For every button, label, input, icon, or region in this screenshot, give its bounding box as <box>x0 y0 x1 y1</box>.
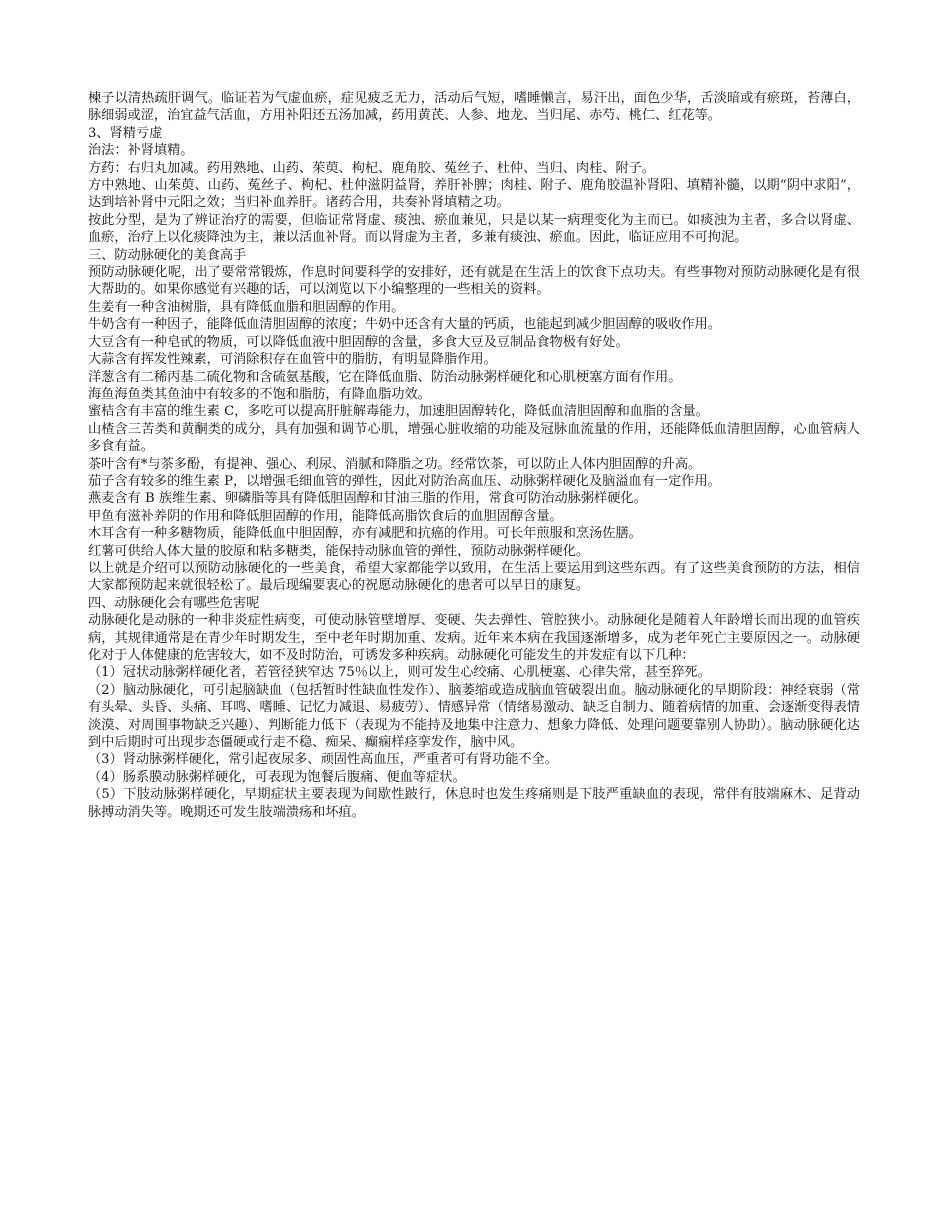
paragraph-12: 洋葱含有二稀丙基二硫化物和含硫氨基酸，它在降低血脂、防治动脉粥样硬化和心肌梗塞方面有作用。 <box>88 369 682 385</box>
paragraph-8: 生姜有一种含油树脂，具有降低血脂和胆固醇的作用。 <box>88 299 405 315</box>
paragraph-3: 方药：右归丸加减。药用熟地、山药、茱萸、枸杞、鹿角胶、菟丝子、杜仲、当归、肉桂、附子。 <box>88 160 656 176</box>
paragraph-29: （5）下肢动脉粥样硬化，早期症状主要表现为间歇性跛行，休息时也发生疼痛则是下肢严重缺血的表现，常伴有肢端麻木、足背动脉搏动消失等。晚期还可发生肢端溃疡和坏疽。 <box>88 787 860 820</box>
paragraph-7: 预防动脉硬化呢，出了要常常锻炼，作息时间要科学的安排好，还有就是在生活上的饮食下点功夫。有些事物对预防动脉硬化是有很大帮助的。如果你感觉有兴趣的话，可以浏览以下小编整理的一些相关的资料。 <box>88 265 860 298</box>
paragraph-15: 山楂含三苦类和黄酮类的成分，具有加强和调节心肌，增强心脏收缩的功能及冠脉血流量的作用，还能降低血清胆固醇，心血管病人多食有益。 <box>88 421 860 455</box>
paragraph-27: （3）肾动脉粥样硬化，常引起夜尿多、顽固性高血压，严重者可有肾功能不全。 <box>88 752 558 768</box>
paragraph-9: 牛奶含有一种因子，能降低血清胆固醇的浓度；牛奶中还含有大量的钙质，也能起到减少胆固醇的吸收作用。 <box>88 317 721 333</box>
paragraph-21: 红薯可供给人体大量的胶原和粘多糖类，能保持动脉血管的弹性，预防动脉粥样硬化。 <box>88 543 590 559</box>
paragraph-10: 大豆含有一种皂甙的物质，可以降低血液中胆固醇的含量，多食大豆及豆制品食物极有好处。 <box>88 334 629 350</box>
document-body <box>88 90 860 821</box>
paragraph-5: 按此分型，是为了辨证治疗的需要，但临证常肾虚、痰浊、瘀血兼见，只是以某一病理变化为主而已。如痰浊为主者，多合以肾虚、血瘀，治疗上以化痰降浊为主，兼以活血补肾。而以肾虚为主者，多兼有痰浊、瘀血。因此，临证应用不可拘泥。 <box>88 212 860 246</box>
paragraph-25: （1）冠状动脉粥样硬化者，若管径狭窄达 75％以上，则可发生心绞痛、心肌梗塞、心律失常，甚至猝死。 <box>88 665 711 681</box>
paragraph-11: 大蒜含有挥发性辣素，可消除积存在血管中的脂肪，有明显降脂作用。 <box>88 352 497 368</box>
paragraph-24: 动脉硬化是动脉的一种非炎症性病变，可使动脉管壁增厚、变硬、失去弹性、管腔狭小。动脉硬化是随着人年龄增长而出现的血管疾病，其规律通常是在青少年时期发生，至中老年时期加重、发病。近年来本病在我国逐渐增多，成为老年死亡主要原因之一。动脉硬化对于人体健康的危害较大，如不及时防治，可诱发多种疾病。动脉硬化可能发生的并发症有以下几种： <box>88 613 860 663</box>
section-heading-kidney-essence: 3、肾精亏虚 <box>88 125 163 141</box>
paragraph-22: 以上就是介绍可以预防动脉硬化的一些美食，希望大家都能学以致用，在生活上要运用到这些东西。有了这些美食预防的方法，相信大家都预防起来就很轻松了。最后现编要衷心的祝愿动脉硬化的患者可以早日的康复。 <box>88 560 860 594</box>
paragraph-4: 方中熟地、山茱萸、山药、菟丝子、枸杞、杜仲滋阴益肾，养肝补脾；肉桂、附子、鹿角胶温补肾阳、填精补髓，以期“阴中求阳”，达到培补肾中元阳之效；当归补血养肝。诸药合用，共奏补肾填精之功。 <box>88 178 860 211</box>
paragraph-13: 海鱼海鱼类其鱼油中有较多的不饱和脂肪，有降血脂功效。 <box>88 386 431 402</box>
section-heading-harm: 四、动脉硬化会有哪些危害呢 <box>88 595 260 611</box>
paragraph-17: 茄子含有较多的维生素 P，以增强毛细血管的弹性，因此对防治高血压、动脉粥样硬化及脑溢血有一定作用。 <box>88 473 721 489</box>
paragraph-18: 燕麦含有 B 族维生素、卵磷脂等具有降低胆固醇和甘油三脂的作用，常食可防治动脉粥样硬化。 <box>88 491 647 507</box>
section-heading-food: 三、防动脉硬化的美食高手 <box>88 247 247 263</box>
paragraph-26: （2）脑动脉硬化，可引起脑缺血（包括暂时性缺血性发作）、脑萎缩或造成脑血管破裂出血。脑动脉硬化的早期阶段：神经衰弱（常有头晕、头昏、头痛、耳鸣、嗜睡、记忆力减退、易疲劳）、情感异常（情绪易激动、缺乏自制力、随着病情的加重、会逐渐变得表情淡漠、对周围事物缺乏兴趣）、判断能力低下（表现为不能持及地集中注意力、想象力降低、处理问题要靠别人协助）。脑动脉硬化达到中后期时可出现步态僵硬或行走不稳、痴呆、癫痫样痉挛发作，脑中风。 <box>88 682 860 751</box>
paragraph-19: 甲鱼有滋补养阴的作用和降低胆固醇的作用，能降低高脂饮食后的血胆固醇含量。 <box>88 508 563 524</box>
paragraph-0: 楝子以清热疏肝调气。临证若为气虚血瘀，症见疲乏无力，活动后气短，嗜睡懒言，易汗出，面色少华，舌淡暗或有瘀斑，苔薄白，脉细弱或涩，治宜益气活血，方用补阳还五汤加减，药用黄芪、人参、地龙、当归尾、赤芍、桃仁、红花等。 <box>88 91 860 124</box>
paragraph-14: 蜜桔含有丰富的维生素 C，多吃可以提高肝脏解毒能力，加速胆固醇转化，降低血清胆固醇和血脂的含量。 <box>88 404 709 420</box>
paragraph-28: （4）肠系膜动脉粥样硬化，可表现为饱餐后腹痛、便血等症状。 <box>88 769 466 785</box>
paragraph-20: 木耳含有一种多糖物质，能降低血中胆固醇，亦有减肥和抗癌的作用。可长年煎服和烹汤佐膳。 <box>88 526 642 542</box>
paragraph-16: 茶叶含有*与茶多酚，有提神、强心、利尿、消腻和降脂之功。经常饮茶，可以防止人体内胆固醇的升高。 <box>88 456 702 472</box>
paragraph-2: 治法：补肾填精。 <box>88 143 194 159</box>
